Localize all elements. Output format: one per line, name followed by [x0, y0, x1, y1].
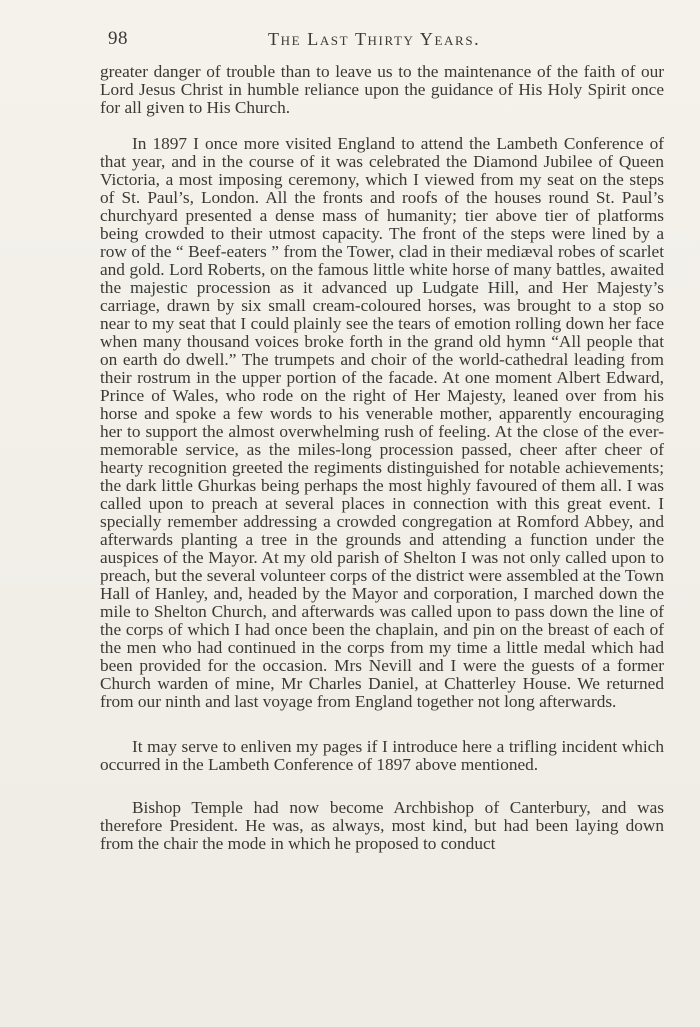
running-head — [108, 28, 662, 52]
page-number: 98 — [108, 28, 128, 49]
paragraph-continued: greater danger of trouble than to leave us to the maintenance of the faith of our Lord Jesus Christ in humble reliance upon the guidance of His Holy Spirit once for all given to His Church. — [100, 62, 664, 117]
paragraph-bishop-temple: Bishop Temple had now become Archbishop of Canterbury, and was therefore President. He was, as always, most kind, but had been laying down from the chair the mode in which he proposed to conduct — [100, 798, 664, 853]
body-text — [100, 63, 664, 853]
paragraph-trifling-incident: It may serve to enliven my pages if I introduce here a trifling incident which occurred in the Lambeth Conference of 1897 above mentioned. — [100, 737, 664, 774]
book-title: The Last Thirty Years. — [268, 29, 481, 49]
paragraph-diamond-jubilee: In 1897 I once more visited England to attend the Lambeth Conference of that year, and in the course of it was celebrated the Diamond Jubilee of Queen Victoria, a most imposing ceremony, which I viewed from my seat on the steps of St. Paul’s, London. All the fronts and roofs of the houses round St. Paul’s churchyard presented a dense mass of humanity; tier above tier of platforms being crowded to their utmost capacity. The front of the steps were lined by a row of the “ Beef-eaters ” from the Tower, clad in their mediæval robes of scarlet and gold. Lord Roberts, on the famous little white horse of many battles, awaited the majestic procession as it advanced up Ludgate Hill, and Her Majesty’s carriage, drawn by six small cream-coloured horses, was brought to a stop so near to my seat that I could plainly see the tears of emotion rolling down her face when many thousand voices broke forth in the grand old hymn “All people that on earth do dwell.” The trumpets and choir of the world-cathedral leading from their rostrum in the upper portion of the facade. At one moment Albert Edward, Prince of Wales, who rode on the right of Her Majesty, leaned over from his horse and spoke a few words to his venerable mother, apparently encouraging her to support the almost overwhelming rush of feeling. At the close of the ever-memorable service, as the miles-long procession passed, cheer after cheer of hearty recognition greeted the regiments distinguished for notable achievements; the dark little Ghurkas being perhaps the most highly favoured of them all. I was called upon to preach at several places in connection with this great event. I specially remember addressing a crowded congregation at Romford Abbey, and afterwards planting a tree in the grounds and attending a function under the auspices of the Mayor. At my old parish of Shelton I was not only called upon to preach, but the several volunteer corps of the district were assembled at the Town Hall of Hanley, and, headed by the Mayor and corporation, I marched down the mile to Shelton Church, and afterwards was called upon to pass down the line of the corps of which I had once been the chaplain, and pin on the breast of each of the men who had continued in the corps from my time a little medal which had been provided for the occasion. Mrs Nevill and I were the guests of a former Church warden of mine, Mr Charles Daniel, at Chatterley House. We returned from our ninth and last voyage from England together not long afterwards. — [100, 134, 664, 711]
